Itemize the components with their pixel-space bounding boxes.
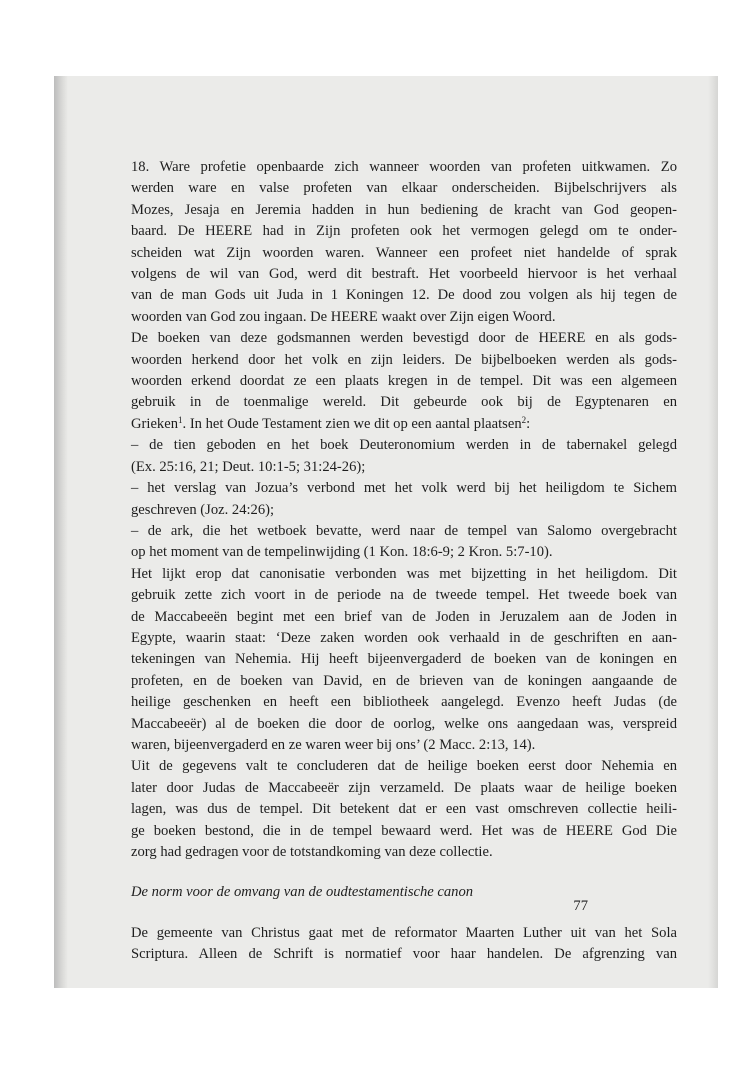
text-line: woorden erkend doordat ze een plaats kregen in de tempel. Dit was een algemeen: [131, 373, 677, 390]
text-line: ge boeken bestond, die in de tempel bewaard werd. Het was de HEERE God Die: [131, 822, 677, 839]
text-line: werden ware en valse profeten van elkaar onderscheiden. Bijbelschrijvers als: [131, 180, 677, 197]
text-line: 18. Ware profetie openbaarde zich wanneer woorden van profeten uitkwamen. Zo: [131, 159, 677, 175]
text-line: baard. De HEERE had in Zijn profeten ook het vermogen gelegd om te onder-: [131, 223, 677, 240]
text-line: op het moment van de tempelinwijding (1 Kon. 18:6-9; 2 Kron. 5:7-10).: [131, 544, 553, 561]
text-line: – het verslag van Jozua’s verbond met het volk werd bij het heiligdom te Sichem: [131, 480, 677, 497]
text-line: Uit de gegevens valt te concluderen dat de heilige boeken eerst door Nehemia en: [131, 758, 677, 775]
text-line: de Maccabeeën begint met een brief van de Joden in Jeruzalem aan de Joden in: [131, 608, 677, 625]
text-line: profeten, en de boeken van David, en de brieven van de koningen aangaande de: [131, 672, 677, 689]
text-line: – de ark, die het wetboek bevatte, werd naar de tempel van Salomo overgebracht: [131, 522, 677, 539]
text-line: geschreven (Joz. 24:26);: [131, 501, 275, 518]
paragraph-conclusion: [131, 756, 677, 863]
footnote-ref-2: 2: [521, 414, 527, 425]
text-fragment: Grieken: [131, 415, 179, 432]
list-item-sichem: [131, 478, 677, 521]
text-line: De boeken van deze godsmannen werden bevestigd door de HEERE en als gods-: [131, 330, 677, 347]
text-line: woorden van God zou ingaan. De HEERE waakt over Zijn eigen Woord.: [131, 308, 556, 325]
list-item-tabernacle: [131, 435, 677, 478]
paragraph-temple: [131, 328, 677, 435]
text-line: volgens de wil van God, werd dit bestraft. Het voorbeeld hiervoor is het verhaal: [131, 266, 677, 283]
footnote-ref-1: 1: [178, 414, 183, 425]
section-heading: De norm voor de omvang van de oudtestamentische canon: [131, 884, 474, 901]
text-line: gebruik zette zich voort in de periode na de tweede tempel. Het tweede boek van: [131, 587, 677, 604]
book-page: [54, 76, 718, 988]
paragraph-prophecy: [131, 157, 677, 328]
text-line: Het lijkt erop dat canonisatie verbonden was met bijzetting in het heiligdom. Dit: [131, 565, 677, 582]
book-spine-shadow: [54, 76, 68, 988]
text-fragment: . In het Oude Testament zien we dit op een aantal plaatsen: [182, 415, 522, 432]
text-line: – de tien geboden en het boek Deuteronomium werden in de tabernakel gelegd: [131, 437, 677, 454]
paragraph-sola-scriptura: [131, 923, 677, 966]
page-number: 77: [573, 898, 588, 914]
text-line: woorden herkend door het volk en zijn leiders. De bijbelboeken werden als gods-: [131, 351, 677, 368]
text-line: Mozes, Jesaja en Jeremia hadden in hun bediening de kracht van God geopen-: [131, 201, 677, 218]
text-line: scheiden wat Zijn woorden waren. Wanneer een profeet niet handelde of sprak: [131, 244, 677, 261]
text-fragment: :: [526, 415, 531, 432]
text-line: zorg had gedragen voor de totstandkoming van deze collectie.: [131, 844, 493, 860]
paragraph-canonisation: [131, 564, 677, 757]
text-line: waren, bijeenvergaderd en ze waren weer bij ons’ (2 Macc. 2:13, 14).: [131, 736, 536, 753]
text-line: Maccabeeër) al de boeken die door de oorlog, welke ons aangedaan was, verspreid: [131, 715, 677, 732]
text-line: lagen, was dus de tempel. Dit betekent dat er een vast omschreven collectie heili-: [131, 801, 677, 818]
text-line: De gemeente van Christus gaat met de reformator Maarten Luther uit van het Sola: [131, 924, 677, 941]
text-line: Egypte, waarin staat: ‘Deze zaken worden ook verhaald in de geschriften en aan-: [131, 629, 677, 646]
text-body: [131, 157, 677, 966]
text-line: (Ex. 25:16, 21; Deut. 10:1-5; 31:24-26);: [131, 458, 366, 475]
page-edge: [708, 76, 718, 988]
text-line: heilige geschenken en heeft een bibliotheek aangelegd. Evenzo heeft Judas (de: [131, 694, 677, 711]
text-line: van de man Gods uit Juda in 1 Koningen 12. De dood zou volgen als hij tegen de: [131, 287, 677, 304]
text-line: tekeningen van Nehemia. Hij heeft bijeenvergaderd de boeken van de koningen en: [131, 651, 677, 668]
list-item-ark: [131, 521, 677, 564]
text-line: Scriptura. Alleen de Schrift is normatief voor haar handelen. De afgrenzing van: [131, 946, 677, 963]
footnote-line: [131, 414, 677, 435]
text-line: gebruik in de toenmalige wereld. Dit gebeurde ook bij de Egyptenaren en: [131, 394, 677, 411]
text-line: later door Judas de Maccabeeër zijn verzameld. De plaats waar de heilige boeken: [131, 779, 677, 796]
